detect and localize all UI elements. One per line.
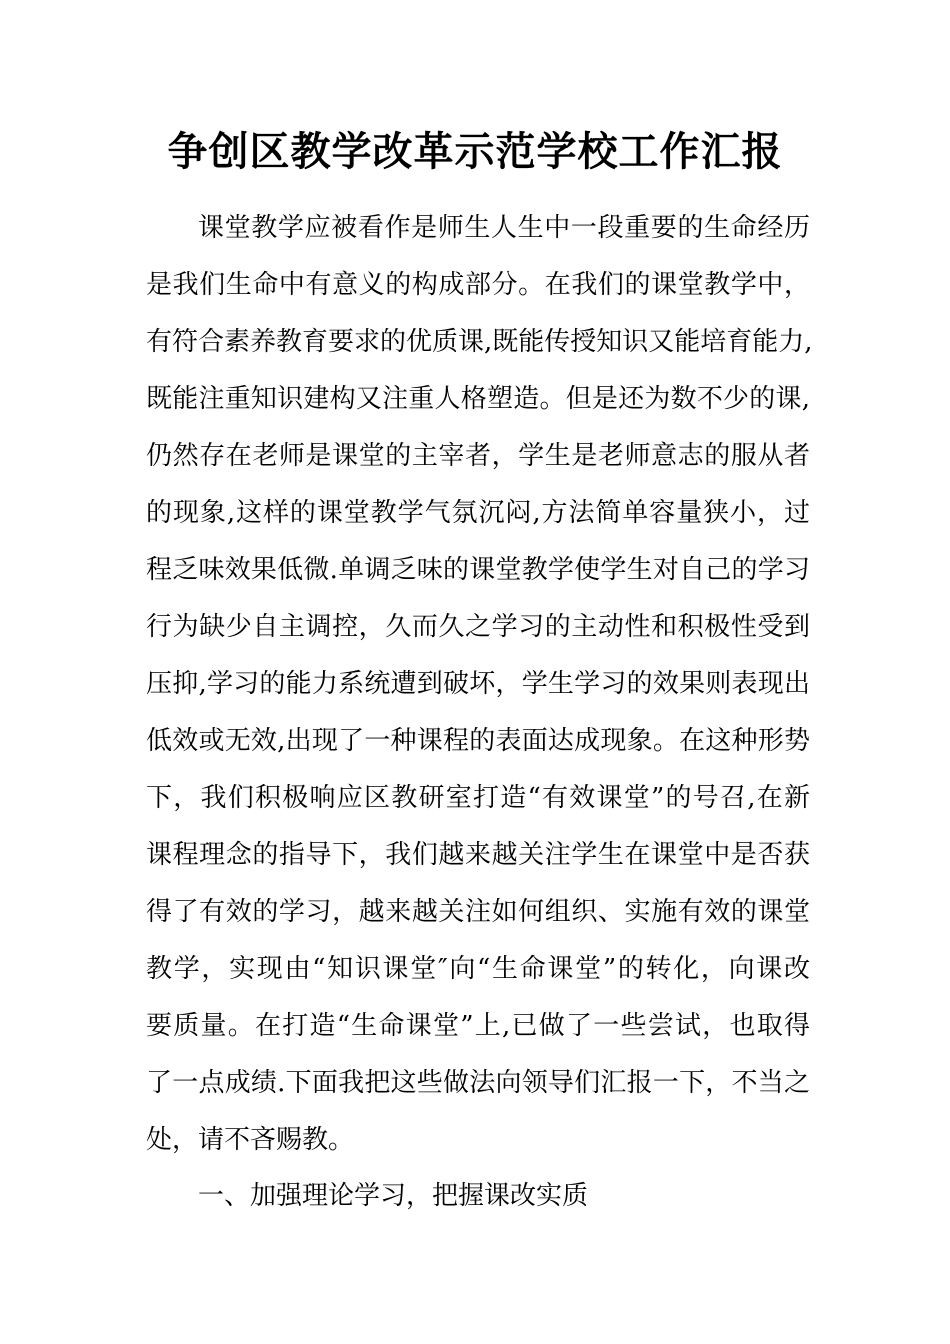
section-heading: 一、加强理论学习，把握课改实质 <box>198 1181 589 1211</box>
intro-paragraph <box>146 200 813 1169</box>
paragraph-line: 课堂教学应被看作是师生人生中一段重要的生命经历 <box>198 213 810 243</box>
paragraph-line: 课程理念的指导下，我们越来越关注学生在课堂中是否获 <box>146 840 810 870</box>
paragraph-line: 行为缺少自主调控，久而久之学习的主动性和积极性受到 <box>146 612 810 642</box>
paragraph-line: 低效或无效,出现了一种课程的表面达成现象。在这种形势 <box>146 726 810 756</box>
document-title: 争创区教学改革示范学校工作汇报 <box>167 128 783 175</box>
paragraph-line: 下，我们积极响应区教研室打造“有效课堂”的号召,在新 <box>146 783 810 813</box>
paragraph-line: 了一点成绩.下面我把这些做法向领导们汇报一下，不当之 <box>146 1068 810 1098</box>
paragraph-line: 教学，实现由“知识课堂″向“生命课堂”的转化，向课改 <box>146 954 810 984</box>
paragraph-line: 既能注重知识建构又注重人格塑造。但是还为数不少的课, <box>146 384 810 414</box>
paragraph-line: 程乏味效果低微.单调乏味的课堂教学使学生对自己的学习 <box>146 555 810 585</box>
paragraph-line: 压抑,学习的能力系统遭到破坏，学生学习的效果则表现出 <box>146 669 810 699</box>
paragraph-line: 要质量。在打造“生命课堂”上,已做了一些尝试，也取得 <box>146 1011 810 1041</box>
paragraph-line: 有符合素养教育要求的优质课,既能传授知识又能培育能力, <box>146 327 813 357</box>
paragraph-line: 处，请不吝赐教。 <box>146 1125 355 1155</box>
paragraph-line: 仍然存在老师是课堂的主宰者，学生是老师意志的服从者 <box>146 441 810 471</box>
paragraph-line: 得了有效的学习，越来越关注如何组织、实施有效的课堂 <box>146 897 810 927</box>
paragraph-line: 的现象,这样的课堂教学气氛沉闷,方法简单容量狭小，过 <box>146 498 810 528</box>
paragraph-line: 是我们生命中有意义的构成部分。在我们的课堂教学中， <box>146 270 810 300</box>
